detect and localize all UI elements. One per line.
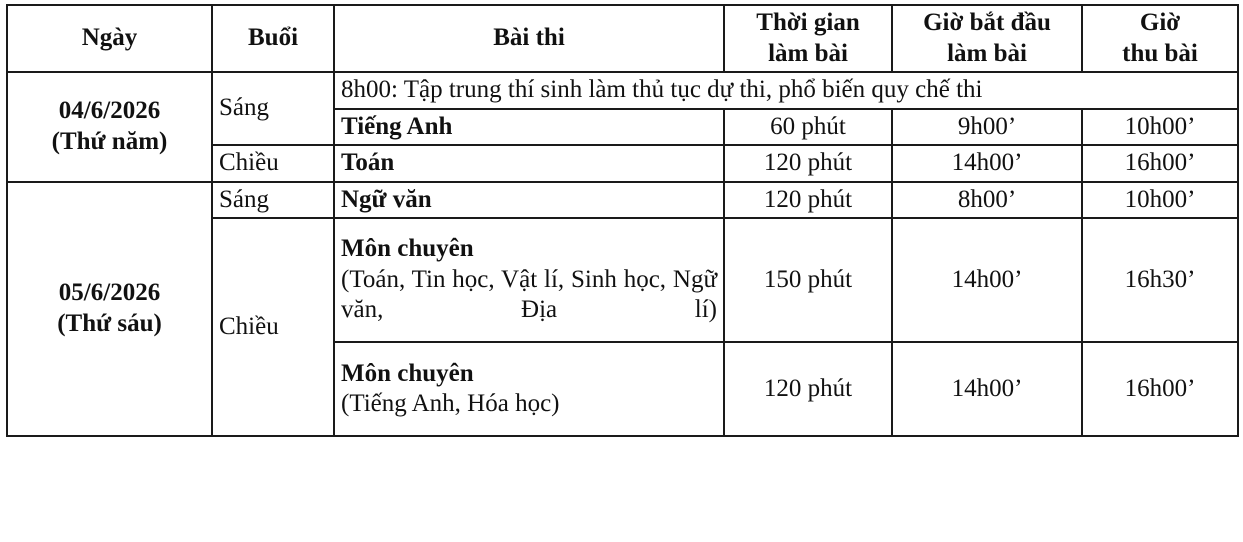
collect-cell-mon-chuyen-2: 16h00’ [1082, 342, 1238, 436]
collect-cell-tieng-anh: 10h00’ [1082, 109, 1238, 146]
duration-cell-ngu-van: 120 phút [724, 182, 892, 219]
header-gio-thu-bai [1082, 5, 1238, 72]
day-weekday-1: (Thứ năm) [51, 127, 168, 155]
header-thoi-gian-line2: làm bài [768, 39, 848, 67]
table-row [7, 182, 1238, 219]
session-cell-chieu-2: Chiều [212, 218, 334, 436]
collect-cell-mon-chuyen-1: 16h30’ [1082, 218, 1238, 342]
header-gio-thu-bai-line2: thu bài [1122, 39, 1198, 67]
collect-cell-toan: 16h00’ [1082, 145, 1238, 182]
duration-cell-tieng-anh: 60 phút [724, 109, 892, 146]
header-bai-thi: Bài thi [334, 5, 724, 72]
subject-cell-mon-chuyen-1 [334, 218, 724, 342]
header-buoi: Buổi [212, 5, 334, 72]
day-date-2: 05/6/2026 [58, 279, 161, 307]
session-cell-sang-1: Sáng [212, 72, 334, 145]
duration-cell-mon-chuyen-1: 150 phút [724, 218, 892, 342]
header-thoi-gian-lam-bai [724, 5, 892, 72]
day-note-1: 8h00: Tập trung thí sinh làm thủ tục dự thi, phổ biến quy chế thi [334, 72, 1238, 109]
exam-schedule-table [6, 4, 1239, 437]
subject-title-mon-chuyen-2: Môn chuyên [341, 359, 474, 387]
collect-cell-ngu-van: 10h00’ [1082, 182, 1238, 219]
subject-title-mon-chuyen-1: Môn chuyên [341, 235, 474, 263]
start-cell-tieng-anh: 9h00’ [892, 109, 1082, 146]
day-date-1: 04/6/2026 [58, 97, 161, 125]
session-cell-sang-2: Sáng [212, 182, 334, 219]
start-cell-mon-chuyen-1: 14h00’ [892, 218, 1082, 342]
day-cell-2 [7, 182, 212, 437]
subject-detail-mon-chuyen-1: (Toán, Tin học, Vật lí, Sinh học, Ngữ văn, Địa lí) [341, 265, 717, 324]
table-header [7, 5, 1238, 72]
start-cell-ngu-van: 8h00’ [892, 182, 1082, 219]
session-cell-chieu-1: Chiều [212, 145, 334, 182]
subject-cell-toan: Toán [334, 145, 724, 182]
duration-cell-mon-chuyen-2: 120 phút [724, 342, 892, 436]
header-gio-bat-dau-line1: Giờ bắt đầu [923, 9, 1051, 36]
subject-cell-ngu-van: Ngữ văn [334, 182, 724, 219]
subject-detail-mon-chuyen-2: (Tiếng Anh, Hóa học) [341, 390, 560, 417]
header-thoi-gian-line1: Thời gian [756, 9, 860, 36]
start-cell-toan: 14h00’ [892, 145, 1082, 182]
header-gio-bat-dau-line2: làm bài [947, 39, 1027, 67]
day-cell-1 [7, 72, 212, 182]
duration-cell-toan: 120 phút [724, 145, 892, 182]
header-ngay: Ngày [7, 5, 212, 72]
day-weekday-2: (Thứ sáu) [57, 309, 162, 337]
header-gio-thu-bai-line1: Giờ [1139, 9, 1181, 36]
subject-cell-mon-chuyen-2 [334, 342, 724, 436]
subject-cell-tieng-anh: Tiếng Anh [334, 109, 724, 146]
header-gio-bat-dau-lam-bai [892, 5, 1082, 72]
table-body [7, 72, 1238, 436]
start-cell-mon-chuyen-2: 14h00’ [892, 342, 1082, 436]
table-row [7, 72, 1238, 109]
header-row [7, 5, 1238, 72]
